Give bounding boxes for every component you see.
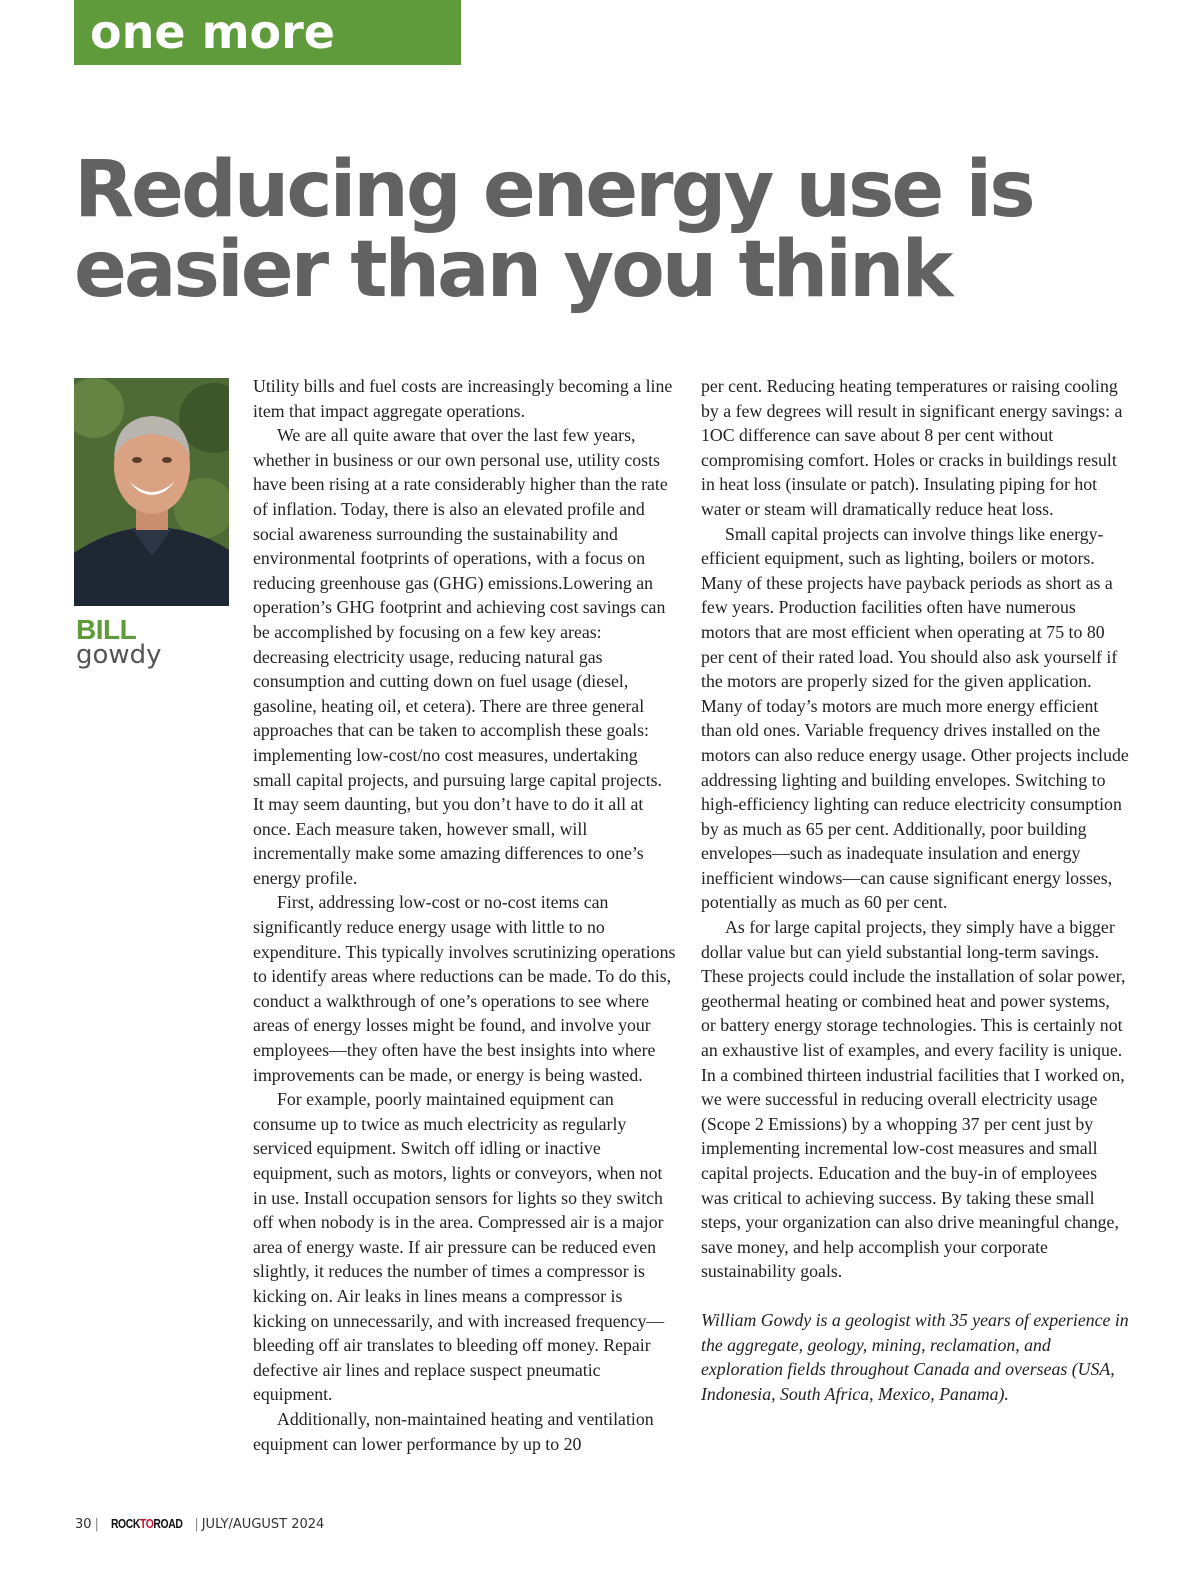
section-label: one more load <box>74 0 461 65</box>
author-bio: William Gowdy is a geologist with 35 years of experience in the aggregate, geology, mining, reclamation, and exploration fields throughout Canada and overseas (USA, Indonesia, South Africa, Mexico, Panama). <box>701 1309 1129 1404</box>
paragraph: Additionally, non-maintained heating and ventilation equipment can lower performance by up to 20 <box>253 1408 654 1454</box>
paragraph: First, addressing low-cost or no-cost items can significantly reduce energy usage with little to no expenditure. This typically involves scrutinizing operations to identify areas where reductions can be made. To do this, conduct a walkthrough of one’s operations to see where areas of energy losses might be found, and involve your employees—they often have the best insights into where improvements can be made, or energy is being wasted. <box>253 892 676 1085</box>
paragraph: Utility bills and fuel costs are increasingly becoming a line item that impact aggregate operations. <box>253 376 673 421</box>
paragraph: per cent. Reducing heating temperatures or raising cooling by a few degrees will result in significant energy savings: a 1OC difference can save about 8 per cent without compromising comfort. Holes or cracks in buildings result in heat loss (insulate or patch). Insulating piping for hot water or steam will dramatically reduce heat loss. <box>701 376 1123 519</box>
issue-date: JULY/AUGUST 2024 <box>201 1517 325 1532</box>
article-column-1 <box>253 374 677 1456</box>
author-first-name: BILL <box>76 614 137 645</box>
author-last-name: gowdy <box>76 640 162 670</box>
paragraph: Small capital projects can involve things like energy-efficient equipment, such as lighting, boilers or motors. Many of these projects have payback periods as short as a few years. Production facilities often have numerous motors that are most efficient when operating at 75 to 80 per cent of their rated load. You should also ask yourself if the motors are properly sized for the given application. Many of today’s motors are much more energy efficient than old ones. Variable frequency drives installed on the motors can also reduce energy usage. Other projects include addressing lighting and building envelopes. Switching to high-efficiency lighting can reduce electricity consumption by as much as 65 per cent. Additionally, poor building envelopes—such as inadequate insulation and energy inefficient windows—can cause significant energy losses, potentially as much as 60 per cent. <box>701 523 1129 913</box>
page-number: 30 <box>75 1517 92 1532</box>
paragraph: We are all quite aware that over the last few years, whether in business or our own personal use, utility costs have been rising at a rate considerably higher than the rate of inflation. Today, there is also an elevated profile and social awareness surrounding the sustainability and environmental footprints of operations, with a focus on reducing greenhouse gas (GHG) emissions.Lowering an operation’s GHG footprint and achieving cost savings can be accomplished by focusing on a few key areas: decreasing electricity usage, reducing natural gas consumption and cutting down on fuel usage (diesel, gasoline, heating oil, et cetera). There are three general approaches that can be taken to accomplish these goals: implementing low-cost/no cost measures, undertaking small capital projects, and pursuing large capital projects. It may seem daunting, but you don’t have to do it all at once. Each measure taken, however small, will incrementally make some amazing differences to one’s energy profile. <box>253 425 668 888</box>
headline-line-2: easier than you think <box>74 225 951 315</box>
article-headline <box>74 145 1154 315</box>
page-footer: 30 | ROCKTOROAD | JULY/AUGUST 2024 <box>75 1516 325 1532</box>
headline-line-1: Reducing energy use is <box>74 145 1033 235</box>
author-photo <box>74 378 229 606</box>
magazine-logo: ROCKTOROAD <box>110 1516 183 1531</box>
paragraph: For example, poorly maintained equipment can consume up to twice as much electricity as regularly serviced equipment. Switch off idling or inactive equipment, such as motors, lights or conveyors, when not in use. Install occupation sensors for lights so they switch off when nobody is in the area. Compressed air is a major area of energy waste. If air pressure can be reduced even slightly, it reduces the number of times a compressor is kicking on. Air leaks in lines means a compressor is kicking on unnecessarily, and with increased frequency—bleeding off air translates to bleeding off money. Repair defective air lines and replace suspect pneumatic equipment. <box>253 1089 665 1405</box>
article-column-2 <box>701 374 1129 1406</box>
paragraph: As for large capital projects, they simply have a bigger dollar value but can yield substantial long-term savings. These projects could include the installation of solar power, geothermal heating or combined heat and power systems, or battery energy storage technologies. This is certainly not an exhaustive list of examples, and every facility is unique. In a combined thirteen industrial facilities that I worked on, we were successful in reducing overall electricity usage (Scope 2 Emissions) by a whopping 37 per cent just by implementing incremental low-cost measures and small capital projects. Education and the buy-in of employees was critical to achieving success. By taking these small steps, your organization can also drive meaningful change, save money, and help accomplish your corporate sustainability goals. <box>701 917 1126 1282</box>
